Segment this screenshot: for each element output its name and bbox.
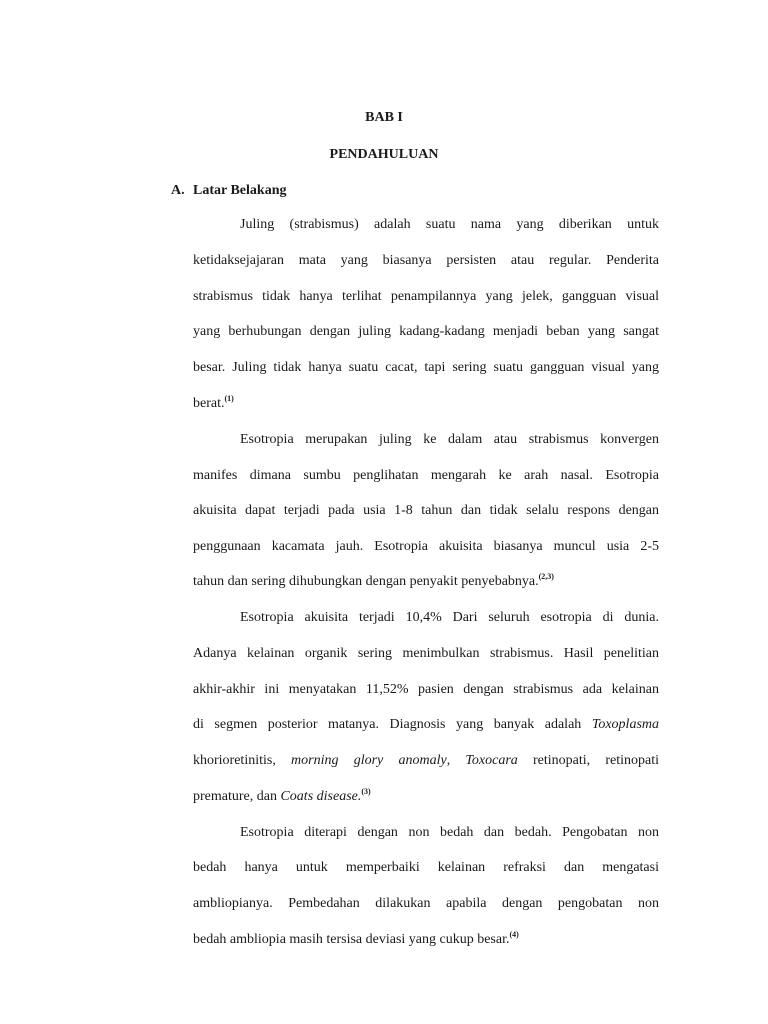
citation-ref: (2,3) [538,572,554,581]
section-heading [171,183,286,199]
paragraph-text: tahun dan sering dihubungkan dengan penyakit penyebabnya. [193,574,539,589]
paragraph-line: strabismus tidak hanya terlihat penampilannya yang jelek, gangguan visual [193,289,659,304]
paragraph-line: Esotropia akuisita terjadi 10,4% Dari seluruh esotropia di dunia. [240,610,659,625]
paragraph-line: besar. Juling tidak hanya suatu cacat, tapi sering suatu gangguan visual yang [193,360,659,375]
paragraph-text: premature, dan [193,789,277,804]
paragraph-text: khorioretinitis, [193,753,276,768]
paragraph-line: Esotropia merupakan juling ke dalam atau strabismus konvergen [240,432,659,447]
paragraph-line: yang berhubungan dengan juling kadang-kadang menjadi beban yang sangat [193,324,659,339]
italic-term: Coats disease. [280,789,362,804]
paragraph-line [193,788,659,806]
paragraph-line [193,395,659,413]
section-letter: A. [171,183,185,198]
citation-ref: (1) [224,394,234,403]
paragraph-text: di segmen posterior matanya. Diagnosis yang banyak adalah [193,717,582,732]
paragraph-line: manifes dimana sumbu penglihatan mengarah ke arah nasal. Esotropia [193,468,659,483]
paragraph-line: Adanya kelainan organik sering menimbulkan strabismus. Hasil penelitian [193,646,659,661]
paragraph-text: retinopati, retinopati [533,753,660,768]
citation-ref: (4) [509,930,519,939]
paragraph-line: penggunaan kacamata jauh. Esotropia akuisita biasanya muncul usia 2-5 [193,539,659,554]
italic-term: Toxoplasma [591,717,660,732]
paragraph-line: Juling (strabismus) adalah suatu nama yang diberikan untuk [240,217,659,232]
paragraph-line: akuisita dapat terjadi pada usia 1-8 tahun dan tidak selalu respons dengan [193,503,659,518]
paragraph-line: ambliopianya. Pembedahan dilakukan apabila dengan pengobatan non [193,896,659,911]
paragraph-line: akhir-akhir ini menyatakan 11,52% pasien dengan strabismus ada kelainan [193,682,659,697]
paragraph-text: bedah ambliopia masih tersisa deviasi yang cukup besar. [193,932,510,947]
paragraph-text: berat. [193,396,225,411]
italic-term: Toxocara [465,753,518,768]
section-title: Latar Belakang [193,183,287,198]
paragraph-line [193,573,659,591]
italic-term: morning glory anomaly [291,753,447,768]
chapter-heading: BAB I [365,110,403,125]
paragraph-line: khorioretinitis, morning glory anomaly, Toxocara retinopati, retinopati [193,753,660,768]
chapter-title: PENDAHULUAN [329,147,439,162]
paragraph-line [193,931,659,949]
citation-ref: (3) [361,787,371,796]
paragraph-line: bedah hanya untuk memperbaiki kelainan refraksi dan mengatasi [193,860,659,875]
paragraph-line: Esotropia diterapi dengan non bedah dan bedah. Pengobatan non [240,825,659,840]
paragraph-line: ketidaksejajaran mata yang biasanya persisten atau regular. Penderita [193,253,659,268]
paragraph-line [193,716,659,734]
